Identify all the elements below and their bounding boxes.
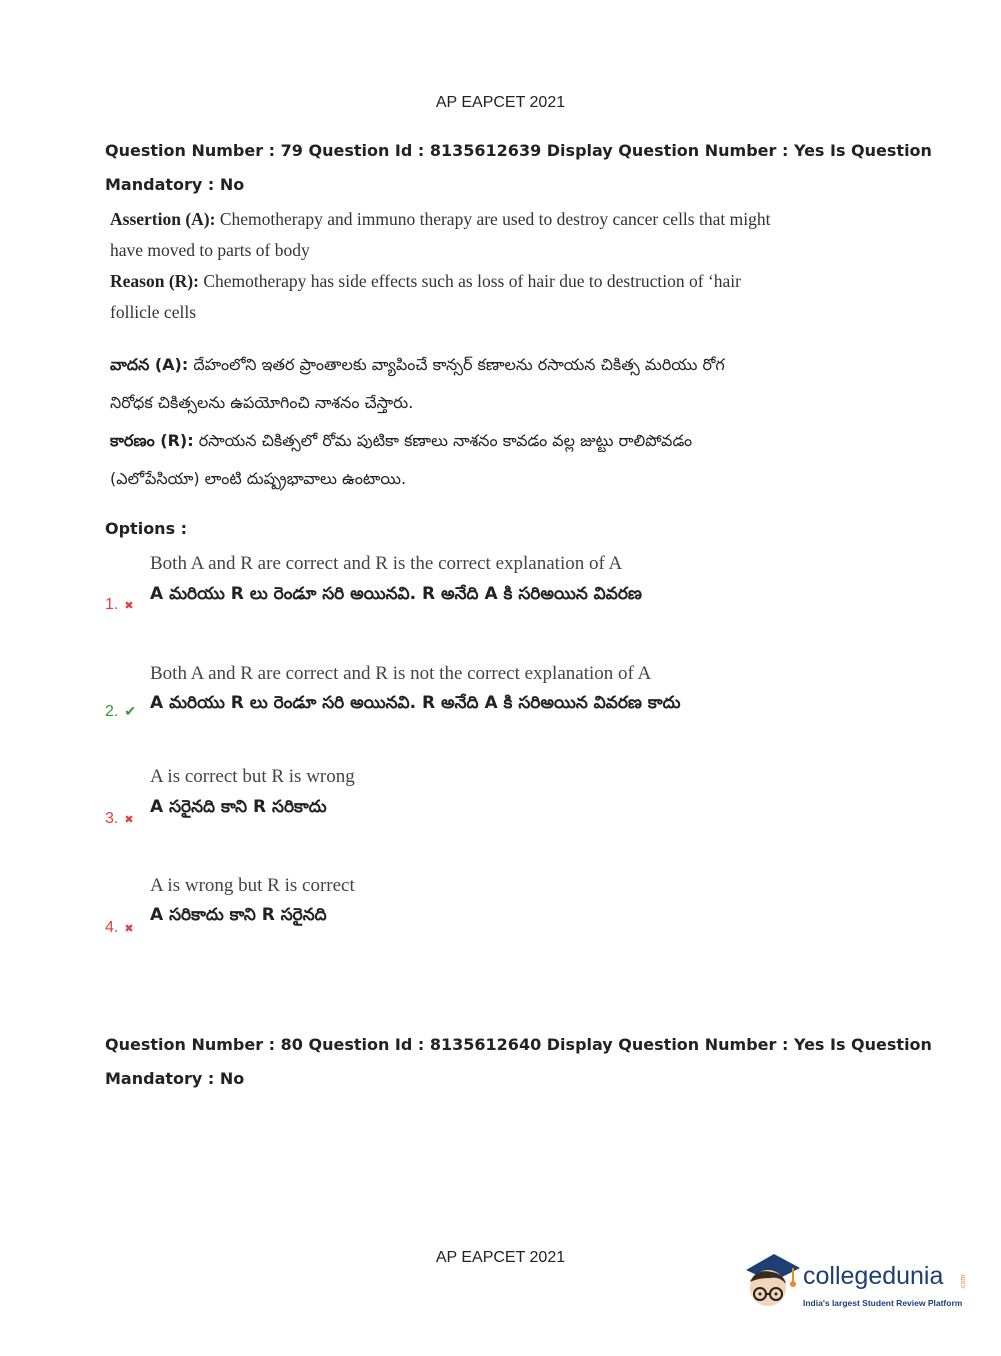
question-mandatory-line: Mandatory : No [105,1069,245,1088]
assertion-telugu-line-1 [110,346,725,384]
option-2-number [105,703,136,721]
option-number: 2. [105,703,119,720]
question-79-meta [105,134,932,202]
assertion-english-line-1 [110,204,770,235]
question-80-meta [105,1028,932,1096]
check-icon: ✔ [124,703,137,719]
option-2-telugu: A మరియు R లు రెండూ సరి అయినవి. R అనేది A కి సరిఅయిన వివరణ కాదు [150,693,681,713]
assertion-text: Chemotherapy and immuno therapy are used to destroy cancer cells that might [215,209,771,229]
page-header: AP EAPCET 2021 [435,94,566,111]
reason-telugu-label: కారణం (R): [110,431,194,450]
assertion-label: Assertion (A): [110,209,216,229]
option-1-telugu: A మరియు R లు రెండూ సరి అయినవి. R అనేది A కి సరిఅయిన వివరణ [150,584,642,604]
option-number: 4. [105,919,119,936]
reason-english-line-1 [110,266,741,297]
option-number: 1. [105,596,119,613]
reason-telugu-line-1 [110,422,692,460]
option-1-english: Both A and R are correct and R is the correct explanation of A [150,553,623,574]
question-meta-line: Question Number : 80 Question Id : 8135612640 Display Question Number : Yes Is Question [105,1035,932,1054]
question-meta-line: Question Number : 79 Question Id : 8135612639 Display Question Number : Yes Is Question [105,141,932,160]
collegedunia-mascot-icon [740,1248,804,1314]
logo-suffix: .com [960,1274,967,1290]
option-4-telugu: A సరికాదు కాని R సరైనది [150,905,327,925]
option-3-english: A is correct but R is wrong [150,766,355,787]
option-3-number [105,810,134,828]
reason-telugu-line-2: (ఎలోపేసియా) లాంటి దుష్ప్రభావాలు ఉంటాయి. [110,469,407,488]
option-1-number [105,596,134,614]
page-footer: AP EAPCET 2021 [435,1249,566,1266]
assertion-telugu-text: దేహంలోని ఇతర ప్రాంతాలకు వ్యాపించే కాన్సర్ కణాలను రసాయన చికిత్స మరియు రోగ [188,355,725,374]
assertion-telugu-label: వాదన (A): [110,355,189,374]
option-number: 3. [105,810,119,827]
reason-label: Reason (R): [110,271,199,291]
question-mandatory-line: Mandatory : No [105,175,245,194]
options-label: Options : [105,519,188,538]
reason-text: Chemotherapy has side effects such as loss of hair due to destruction of ‘hair [198,271,741,291]
wrong-icon: ✖ [124,600,134,612]
option-4-english: A is wrong but R is correct [150,875,355,896]
logo-wordmark: collegedunia [803,1262,944,1290]
assertion-telugu-line-2: నిరోధక చికిత్సలను ఉపయోగించి నాశనం చేస్తారు. [110,393,414,412]
reason-english-line-2: follicle cells [110,302,197,322]
wrong-icon: ✖ [124,923,134,935]
wrong-icon: ✖ [124,814,134,826]
option-2-english: Both A and R are correct and R is not the correct explanation of A [150,663,652,684]
option-4-number [105,919,134,937]
assertion-english-line-2: have moved to parts of body [110,240,310,260]
option-3-telugu: A సరైనది కాని R సరికాదు [150,797,327,817]
logo-tagline: India's largest Student Review Platform [803,1298,963,1308]
reason-telugu-text: రసాయన చికిత్సలో రోమ పుటికా కణాలు నాశనం కావడం వల్ల జుట్టు రాలిపోవడం [193,431,693,450]
